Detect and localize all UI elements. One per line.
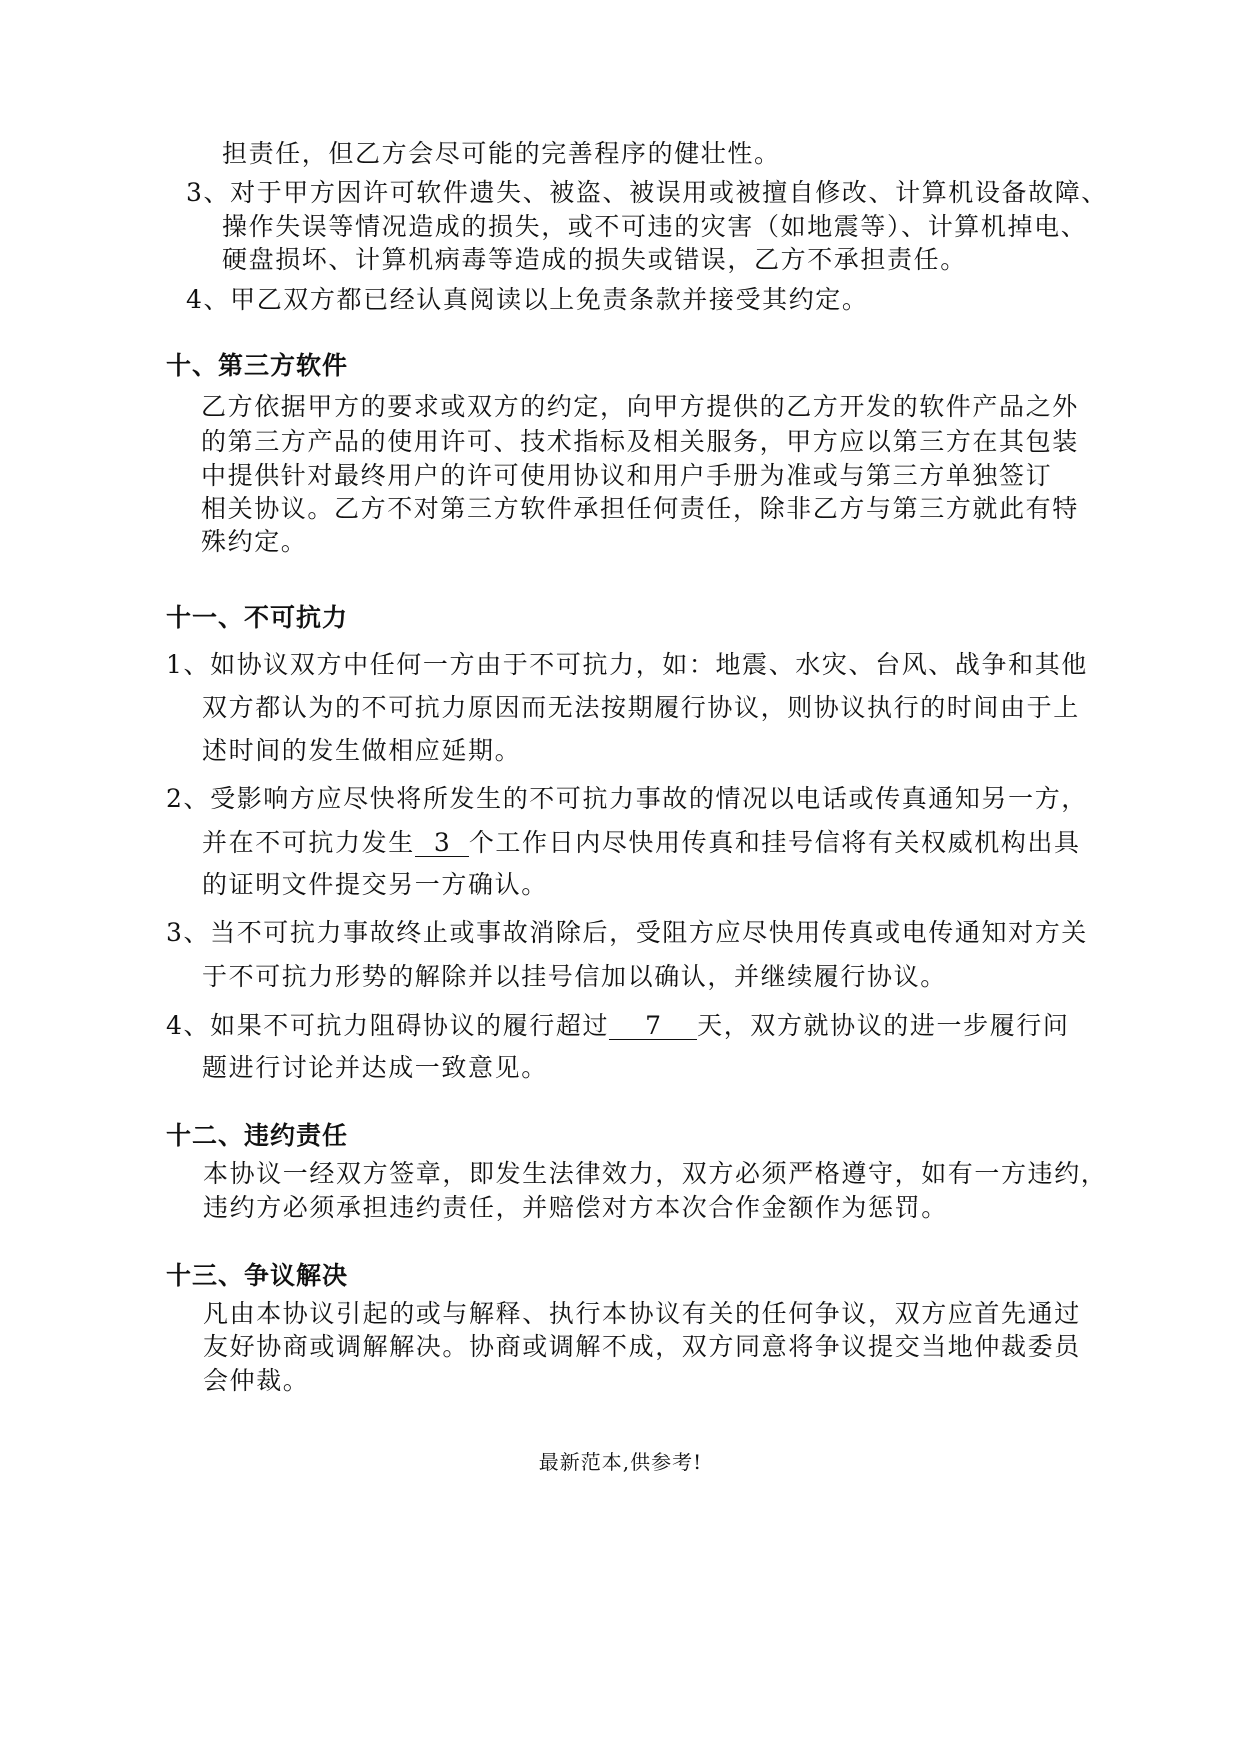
section-13-para-line-1: 凡由本协议引起的或与解释、执行本协议有关的任何争议，双方应首先通过: [203, 1299, 1081, 1328]
clause-9-3-line-2: 操作失误等情况造成的损失，或不可违的灾害（如地震等）、计算机掉电、: [222, 212, 1088, 241]
clause-11-3-line-2: 于不可抗力形势的解除并以挂号信加以确认，并继续履行协议。: [202, 962, 947, 991]
clause-11-2-text-before: 并在不可抗力发生: [202, 828, 415, 857]
clause-11-1-line-2: 双方都认为的不可抗力原因而无法按期履行协议，则协议执行的时间由于上: [202, 693, 1080, 722]
clause-11-4-text-before: 4、如果不可抗力阻碍协议的履行超过: [166, 1011, 610, 1040]
section-13-para-line-2: 友好协商或调解解决。协商或调解不成，双方同意将争议提交当地仲裁委员: [203, 1332, 1081, 1361]
section-10-para-line-2: 的第三方产品的使用许可、技术指标及相关服务，甲方应以第三方在其包装: [201, 427, 1079, 456]
clause-11-3-line-1: 3、当不可抗力事故终止或事故消除后，受阻方应尽快用传真或电传通知对方关: [166, 918, 1088, 947]
clause-11-4-text-after: 天，双方就协议的进一步履行问: [697, 1011, 1070, 1040]
clause-11-1-line-3: 述时间的发生做相应延期。: [202, 736, 522, 765]
clause-11-2-line-2: [202, 828, 1081, 858]
clause-11-4-line-1: [166, 1011, 1070, 1041]
clause-9-3-line-1: 3、对于甲方因许可软件遗失、被盗、被误用或被擅自修改、计算机设备故障、: [186, 178, 1108, 207]
section-12-para-line-1: 本协议一经双方签章，即发生法律效力，双方必须严格遵守，如有一方违约，: [203, 1159, 1108, 1188]
section-10-para-line-5: 殊约定。: [201, 527, 308, 556]
section-10-para-line-3: 中提供针对最终用户的许可使用协议和用户手册为准或与第三方单独签订: [201, 461, 1053, 490]
clause-11-2-text-after: 个工作日内尽快用传真和挂号信将有关权威机构出具: [468, 828, 1081, 857]
clause-9-2-continuation: 担责任，但乙方会尽可能的完善程序的健壮性。: [222, 139, 781, 168]
section-10-para-line-1: 乙方依据甲方的要求或双方的约定，向甲方提供的乙方开发的软件产品之外: [201, 392, 1079, 421]
section-11-heading: 十一、不可抗力: [166, 603, 349, 632]
clause-11-2-line-3: 的证明文件提交另一方确认。: [202, 870, 548, 899]
delay-days-blank: 7: [609, 1013, 697, 1040]
section-12-heading: 十二、违约责任: [166, 1121, 349, 1150]
page-footer-note: 最新范本,供参考!: [538, 1450, 703, 1474]
clause-11-2-line-1: 2、受影响方应尽快将所发生的不可抗力事故的情况以电话或传真通知另一方，: [166, 784, 1088, 813]
section-13-heading: 十三、争议解决: [166, 1261, 349, 1290]
clause-9-4: 4、甲乙双方都已经认真阅读以上免责条款并接受其约定。: [186, 285, 869, 314]
section-10-heading: 十、第三方软件: [166, 351, 349, 380]
notice-days-blank: 3: [415, 830, 469, 857]
clause-11-1-line-1: 1、如协议双方中任何一方由于不可抗力，如：地震、水灾、台风、战争和其他: [166, 650, 1088, 679]
section-13-para-line-3: 会仲裁。: [203, 1366, 310, 1395]
clause-9-3-line-3: 硬盘损坏、计算机病毒等造成的损失或错误，乙方不承担责任。: [222, 245, 967, 274]
clause-11-4-line-2: 题进行讨论并达成一致意见。: [202, 1053, 548, 1082]
section-10-para-line-4: 相关协议。乙方不对第三方软件承担任何责任，除非乙方与第三方就此有特: [201, 494, 1079, 523]
section-12-para-line-2: 违约方必须承担违约责任，并赔偿对方本次合作金额作为惩罚。: [203, 1193, 948, 1222]
